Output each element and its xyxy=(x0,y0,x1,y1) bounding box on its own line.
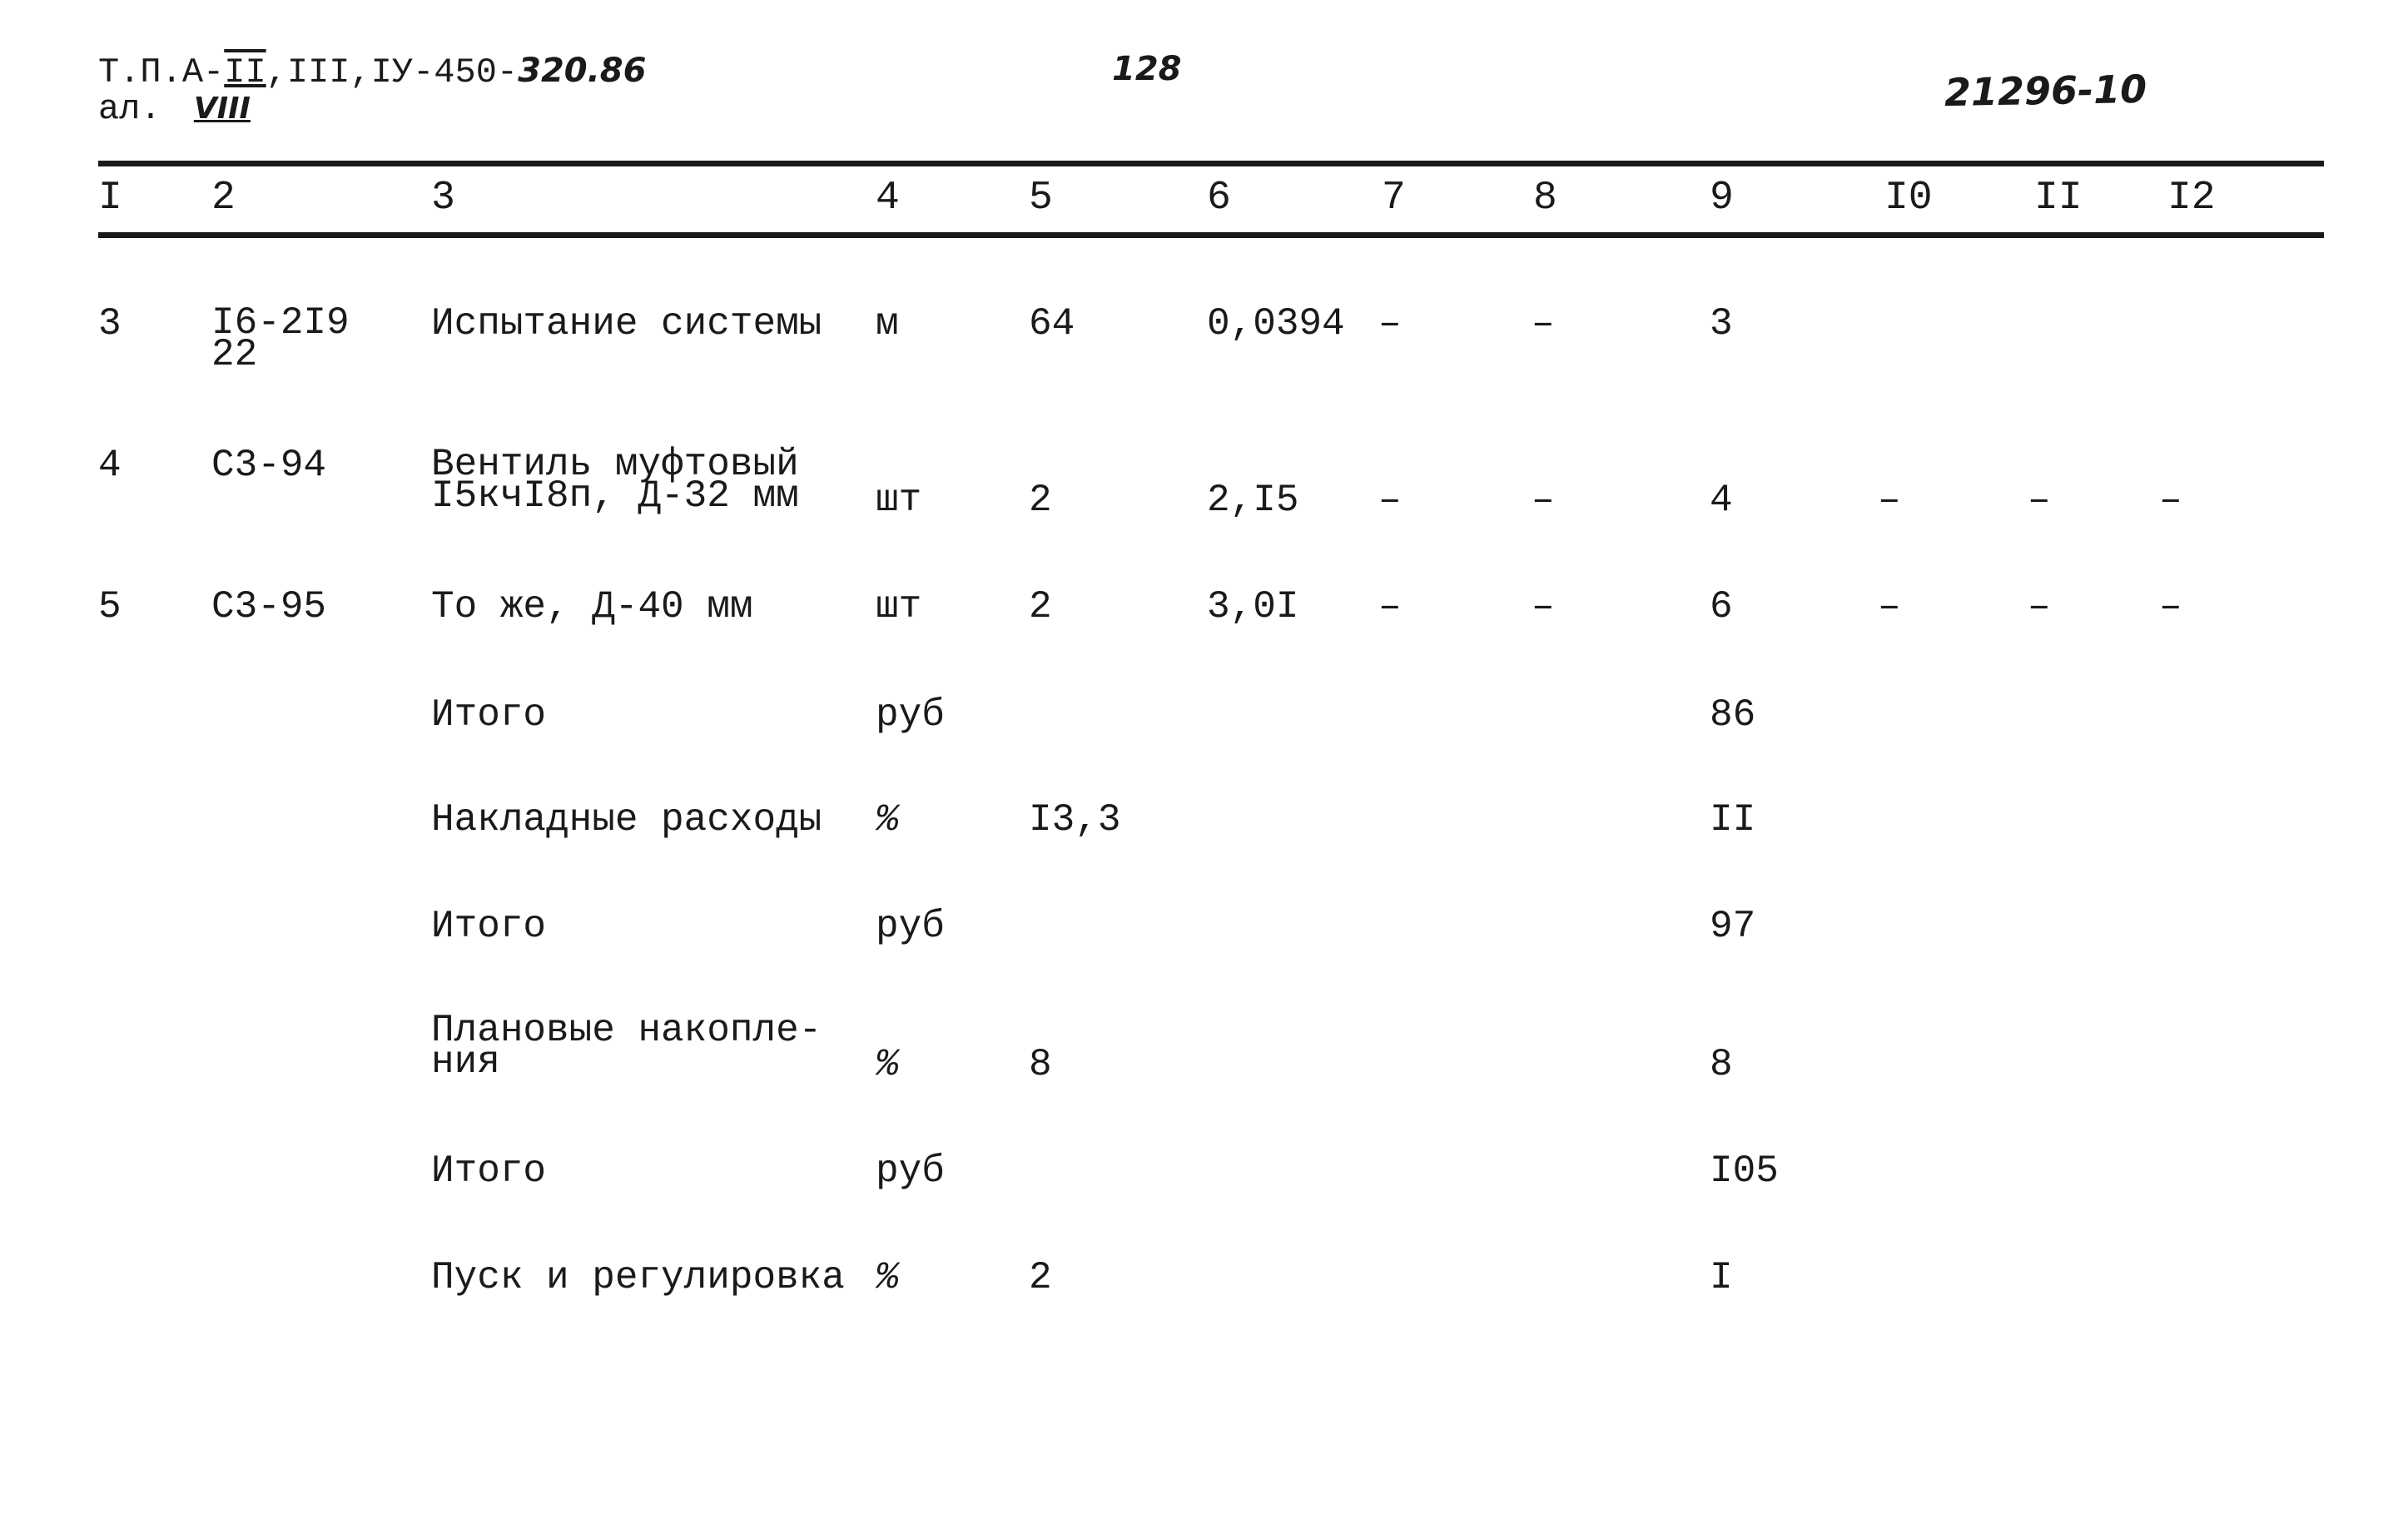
col7-value: – xyxy=(1378,585,1402,628)
summary-rate: 8 xyxy=(1029,1043,1052,1086)
summary-name: Накладные расходы xyxy=(431,798,822,841)
summary-unit: руб xyxy=(876,905,945,948)
summary-total: 86 xyxy=(1710,693,1756,737)
rate-code: I6-2I9 xyxy=(211,301,350,345)
unit: шт xyxy=(876,479,922,522)
unit: шт xyxy=(876,585,922,628)
album-label: ал. xyxy=(98,89,161,129)
doc-reference-handwritten: 320.86 xyxy=(518,52,647,90)
rate-code: С3-94 xyxy=(211,444,327,487)
doc-reference-roman: II xyxy=(224,52,266,92)
summary-total: I05 xyxy=(1710,1149,1779,1193)
summary-name: Итого xyxy=(431,905,547,948)
doc-reference-rest: ,III,IУ-450- xyxy=(266,52,519,92)
summary-total: 8 xyxy=(1710,1043,1733,1086)
item-name-line1: Вентиль муфтовый xyxy=(431,443,799,486)
column-header: II xyxy=(2034,176,2083,221)
table-top-rule xyxy=(98,161,2324,166)
summary-rate: I3,3 xyxy=(1029,798,1121,841)
page-number: 128 xyxy=(1112,50,1182,88)
summary-unit: % xyxy=(876,798,899,841)
unit-price: 0,0394 xyxy=(1207,302,1345,345)
doc-reference xyxy=(98,53,646,90)
col9-value: 6 xyxy=(1710,585,1733,628)
col11-value: – xyxy=(2028,585,2051,628)
unit-price: 3,0I xyxy=(1207,585,1299,628)
column-header: I xyxy=(98,176,122,221)
summary-name-line2: ния xyxy=(431,1040,500,1084)
column-header: 3 xyxy=(431,176,455,221)
col7-value: – xyxy=(1378,302,1402,345)
column-header: 5 xyxy=(1029,176,1053,221)
column-header: 4 xyxy=(876,176,900,221)
rate-code-sub: 22 xyxy=(211,333,258,376)
summary-unit: % xyxy=(876,1256,899,1299)
column-header: 7 xyxy=(1382,176,1406,221)
col8-value: – xyxy=(1532,585,1555,628)
column-header: I2 xyxy=(2167,176,2216,221)
rate-code: С3-95 xyxy=(211,585,327,628)
col8-value: – xyxy=(1532,479,1555,522)
summary-rate: 2 xyxy=(1029,1256,1052,1299)
album-number: VIII xyxy=(193,92,251,126)
summary-name-line1: Плановые накопле- xyxy=(431,1009,822,1052)
column-header: 6 xyxy=(1207,176,1231,221)
summary-total: II xyxy=(1710,798,1756,841)
item-name: Испытание системы xyxy=(431,302,822,345)
summary-name: Пуск и регулировка xyxy=(431,1256,845,1299)
col7-value: – xyxy=(1378,479,1402,522)
summary-unit: руб xyxy=(876,693,945,737)
row-number: 4 xyxy=(98,444,122,487)
col12-value: – xyxy=(2159,479,2182,522)
summary-total: 97 xyxy=(1710,905,1756,948)
doc-reference-typed: Т.П.А- xyxy=(98,52,225,92)
col9-value: 3 xyxy=(1710,302,1733,345)
summary-unit: руб xyxy=(876,1149,945,1193)
col11-value: – xyxy=(2028,479,2051,522)
col12-value: – xyxy=(2159,585,2182,628)
column-header: 9 xyxy=(1710,176,1734,221)
unit: м xyxy=(876,302,899,345)
summary-name: Итого xyxy=(431,693,547,737)
summary-total: I xyxy=(1710,1256,1733,1299)
column-header: 2 xyxy=(211,176,236,221)
col8-value: – xyxy=(1532,302,1555,345)
col9-value: 4 xyxy=(1710,479,1733,522)
quantity: 2 xyxy=(1029,585,1052,628)
album-reference xyxy=(98,89,251,129)
col10-value: – xyxy=(1878,479,1901,522)
row-number: 3 xyxy=(98,302,122,345)
column-header: I0 xyxy=(1884,176,1933,221)
item-name-line2: I5кчI8п, Д-32 мм xyxy=(431,474,799,518)
doc-number: 21296-10 xyxy=(1944,66,2147,116)
row-number: 5 xyxy=(98,585,122,628)
quantity: 2 xyxy=(1029,479,1052,522)
summary-unit: % xyxy=(876,1043,899,1086)
column-header: 8 xyxy=(1533,176,1557,221)
item-name: То же, Д-40 мм xyxy=(431,585,753,628)
col10-value: – xyxy=(1878,585,1901,628)
quantity: 64 xyxy=(1029,302,1075,345)
unit-price: 2,I5 xyxy=(1207,479,1299,522)
summary-name: Итого xyxy=(431,1149,547,1193)
table-header-rule xyxy=(98,232,2324,238)
